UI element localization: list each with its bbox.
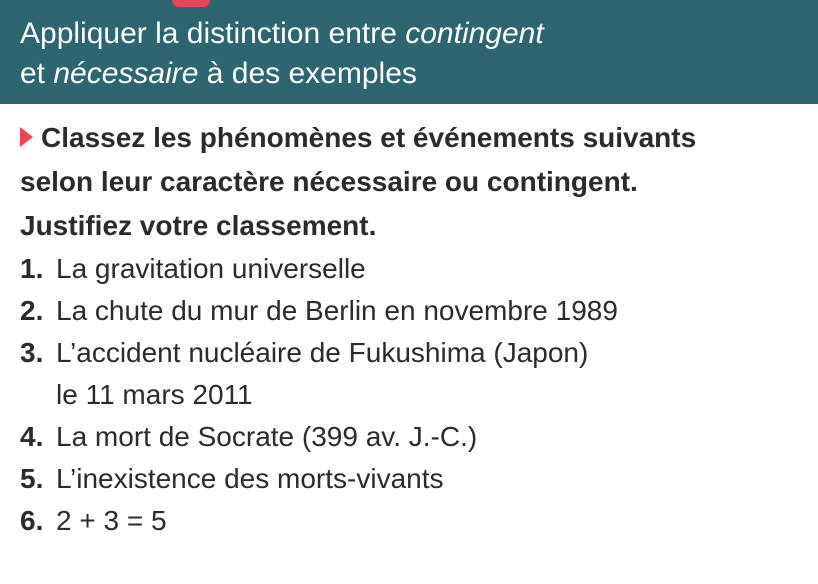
list-item — [20, 416, 810, 458]
accent-tab — [172, 0, 210, 7]
instruction-line-1 — [20, 116, 810, 160]
header-text: à des exemples — [198, 57, 417, 90]
instruction — [20, 116, 810, 248]
list-item — [20, 500, 810, 542]
example-list — [20, 248, 810, 542]
list-item — [20, 458, 810, 500]
list-item — [20, 290, 810, 332]
instruction-line-3: Justifiez votre classement. — [20, 210, 377, 241]
triangle-bullet-icon — [20, 127, 33, 147]
instruction-line-2: selon leur caractère nécessaire ou contingent. — [20, 166, 638, 197]
item-number: 6. — [20, 505, 44, 536]
item-number: 3. — [20, 337, 44, 368]
instruction-text: Classez les phénomènes et événements suivants — [41, 122, 697, 153]
exercise-content — [20, 116, 810, 542]
item-number: 2. — [20, 295, 44, 326]
header-italic-term: nécessaire — [53, 57, 199, 90]
item-number: 1. — [20, 253, 44, 284]
header-text: et — [20, 57, 54, 90]
header-italic-term: contingent — [405, 17, 544, 50]
item-text: 2 + 3 = 5 — [56, 505, 167, 536]
item-text: La mort de Socrate (399 av. J.-C.) — [56, 421, 478, 452]
header-title-line-2 — [20, 54, 818, 94]
item-text: La gravitation universelle — [56, 253, 366, 284]
list-item — [20, 332, 810, 416]
item-number: 5. — [20, 463, 44, 494]
header-title-line-1 — [20, 14, 818, 54]
exercise-header — [0, 0, 818, 104]
header-text: Appliquer la distinction entre — [20, 17, 406, 50]
item-text: L’accident nucléaire de Fukushima (Japon) le 11 mars 2011 — [56, 337, 589, 410]
item-text: La chute du mur de Berlin en novembre 1989 — [56, 295, 618, 326]
item-number: 4. — [20, 421, 44, 452]
list-item — [20, 248, 810, 290]
item-text: L’inexistence des morts-vivants — [56, 463, 444, 494]
